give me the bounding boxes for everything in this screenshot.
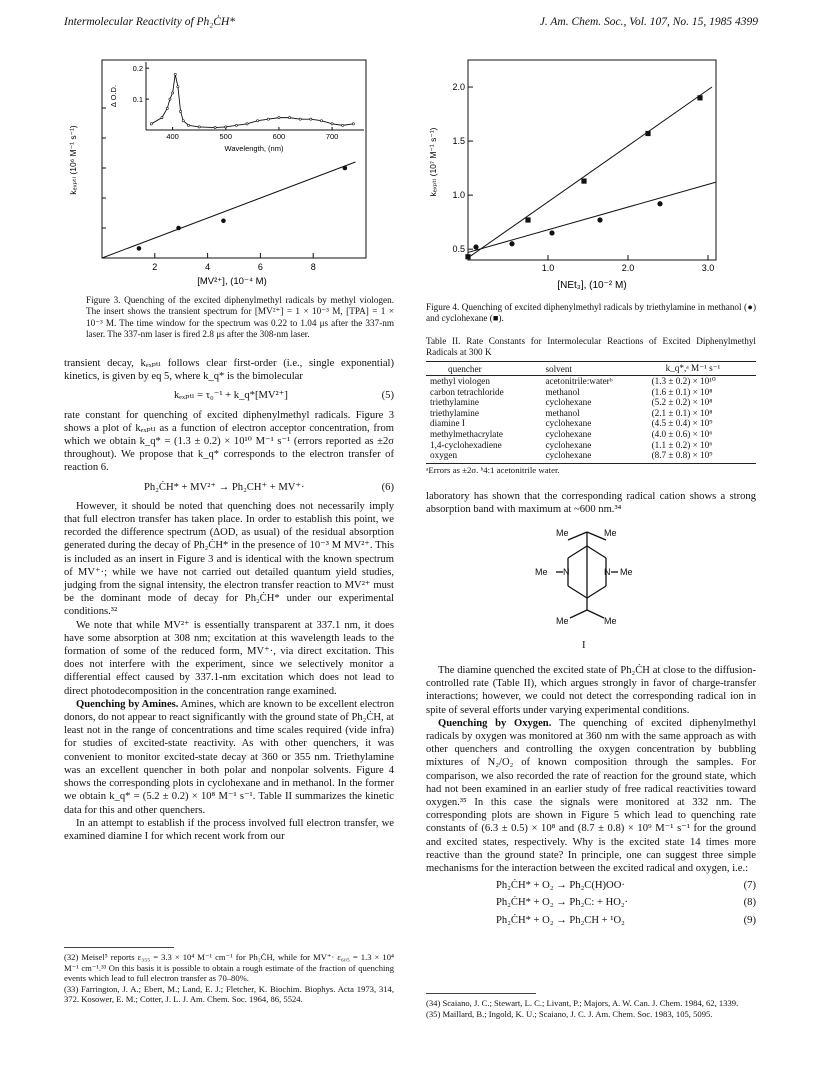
inset-data-point: [150, 123, 152, 125]
table-row: [426, 440, 756, 451]
y-tick-label: 2.0: [452, 82, 465, 93]
inset-data-point: [177, 86, 179, 88]
table-cell: (2.1 ± 0.1) × 10⁸: [651, 407, 713, 418]
inset-x-tick-label: 400: [166, 132, 179, 141]
column-header: k_q*,ᵃ M⁻¹ s⁻¹: [648, 362, 756, 376]
methyl-label: Me: [604, 616, 617, 626]
x-axis-label: [NEt₃], (10⁻² M): [557, 280, 627, 291]
column-header: solvent: [541, 362, 647, 376]
table-cell: methanol: [545, 407, 580, 418]
methyl-label: Me: [620, 567, 633, 577]
table-2-title: Table II. Rate Constants for Intermolecular Reactions of Excited Diphenylmethyl Radicals at 300 K: [426, 336, 756, 358]
fit-line: [468, 182, 716, 252]
nitrogen-label: N: [563, 567, 570, 577]
inset-data-point: [174, 73, 176, 75]
inset-data-point: [171, 92, 173, 94]
inset-data-point: [352, 123, 354, 125]
data-point-square: [645, 131, 650, 136]
inset-data-point: [320, 120, 322, 122]
data-point: [176, 226, 181, 231]
running-head-right: J. Am. Chem. Soc., Vol. 107, No. 15, 1985 4399: [539, 16, 758, 28]
inset-data-point: [288, 117, 290, 119]
diamine-I-structure: [522, 518, 652, 638]
table-row: [426, 418, 756, 429]
data-point-circle: [597, 217, 602, 222]
x-tick-label: 1.0: [541, 263, 555, 273]
fit-line: [102, 162, 355, 258]
x-tick-label: 6: [257, 262, 263, 272]
inset-y-tick-label: 0.1: [132, 95, 143, 105]
table-cell: cyclohexane: [545, 397, 592, 408]
figure-3-caption: Figure 3. Quenching of the excited diphenylmethyl radicals by methyl viologen. The insert shows the transient spectrum for [MV²⁺] = 1 × 10⁻³ M, [TPA] = 1 × 10⁻³ M. The time window for the spectrum was 0.22 to 1.04 μs after the 337-nm laser. The 337-nm laser is fired 2.8 μs after the 308-nm laser.: [86, 295, 394, 340]
inset-data-point: [299, 118, 301, 120]
data-point-circle: [657, 201, 662, 206]
methyl-label: Me: [604, 528, 617, 538]
inset-x-tick-label: 600: [272, 132, 286, 141]
inset-spectrum-line: [151, 74, 353, 127]
methyl-label: Me: [556, 616, 569, 626]
plot-frame: [468, 60, 716, 260]
table-cell: cyclohexane: [541, 450, 647, 463]
structure-label: I: [582, 640, 586, 651]
data-point-circle: [549, 230, 554, 235]
footnote-rule: [426, 993, 536, 994]
table-cell: cyclohexane: [545, 439, 592, 450]
footnote-34: (34) Scaiano, J. C.; Stewart, L. C.; Livant, P.; Majors, A. W. Can. J. Chem. 1984, 62, 1339.: [426, 998, 739, 1008]
x-tick-label: 2.0: [621, 263, 635, 273]
x-axis-label: [MV²⁺], (10⁻⁴ M): [197, 276, 267, 287]
figure-4-caption: Figure 4. Quenching of excited diphenylmethyl radicals by triethylamine in methanol (●) and cyclohexane (■).: [426, 302, 756, 324]
paragraph: Quenching by Amines. Amines, which are known to be excellent electron donors, do not appear to react significantly with the ground state of Ph₂ĊH, at least not in the range of concentrations and time scales required (vide infra) for studies of excited-state reactivity. As with other quenchers, it was convenient to monitor excited-state decay at 360 or 355 nm. Triethylamine was an excellent quencher in both polar and nonpolar solvents. Figure 4 shows the corresponding plots in cyclohexane and in methanol. In the former we obtain k_q* = (5.2 ± 0.2) × 10⁸ M⁻¹ s⁻¹. Table II summarizes the kinetic data for this and other quenchers.: [64, 698, 394, 816]
data-point-square: [697, 95, 702, 100]
table-cell: methyl viologen: [430, 376, 490, 386]
equation-7: Ph₂ĊH* + O₂ → Ph₂C(H)OO· (7): [496, 880, 756, 892]
y-axis-label: kₑₓₚₜₗ (10⁷ M⁻¹ s⁻¹): [428, 127, 438, 197]
table-cell: cyclohexane: [545, 428, 592, 439]
y-axis-label: kₑₓₚₜₗ (10⁶ M⁻¹ s⁻¹): [68, 125, 78, 195]
table-cell: (5.2 ± 0.2) × 10⁸: [651, 397, 713, 408]
equation-9: Ph₂ĊH* + O₂ → Ph₂CH + ¹O₂ (9): [496, 914, 756, 926]
table-row: [426, 408, 756, 419]
inset-data-point: [166, 107, 168, 109]
table-cell: (1.6 ± 0.1) × 10⁸: [651, 386, 713, 397]
inset-data-point: [198, 126, 200, 128]
table-2: [426, 361, 756, 475]
table-cell: diamine I: [430, 418, 465, 429]
inset-x-tick-label: 700: [325, 132, 339, 141]
paragraph: We note that while MV²⁺ is essentially transparent at 337.1 nm, it does have some absorption at 308 nm; excitation at this wavelength leads to the formation of some of the reduced form, MV⁺·, via direct excitation. This does not interfere with the experiment, since we selectively monitor a differential effect caused by 337.1-nm excitation which does not lead to direct photodecomposition in the concentration range examined.: [64, 619, 394, 697]
fit-line: [468, 87, 712, 258]
x-tick-label: 8: [310, 262, 316, 272]
table-cell: triethylamine: [430, 397, 479, 408]
inset-data-point: [182, 120, 184, 122]
table-cell: 1,4-cyclohexadiene: [430, 439, 502, 450]
table-row: [426, 397, 756, 408]
methyl-label: Me: [535, 567, 548, 577]
equation-8: Ph₂ĊH* + O₂ → Ph₂C: + HO₂· (8): [496, 897, 756, 909]
x-tick-label: 2: [152, 262, 158, 272]
inset-y-axis-label: Δ O.D.: [109, 84, 118, 108]
table-cell: oxygen: [426, 450, 541, 463]
inset-data-point: [342, 124, 344, 126]
table-row: [426, 376, 756, 387]
inset-data-point: [214, 126, 216, 128]
footnote-35: (35) Maillard, B.; Ingold, K. U.; Scaiano, J. C. J. Am. Chem. Soc. 1983, 105, 5095.: [426, 1008, 713, 1019]
table-row: [426, 429, 756, 440]
running-head-left: Intermolecular Reactivity of Ph₂ĊH*: [64, 16, 236, 28]
paragraph: Quenching by Oxygen. The quenching of excited diphenylmethyl radicals by oxygen was monitored at 360 nm with the same approach as with other quenchers and controlling the oxygen concentration by bubbling mixtures of N₂/O₂ of known composition through the samples. For comparison, we also recorded the rate of reaction for the ground state, which had not been examined in an earlier study of free radical reactivities toward oxygen.³⁵ In this case the signals were monitored at 332 nm. The corresponding plots are shown in Figure 5 which lead to quenching rate constants of (6.3 ± 0.5) × 10⁸ and (8.7 ± 0.8) × 10⁹ M⁻¹ s⁻¹ for the ground and excited states, respectively. Why is the excited state 14 times more reactive than the ground state? In principle, one can suggest three simple mechanisms for the interaction between the excited radical and oxygen, i.e.:: [426, 717, 757, 875]
paragraph: The diamine quenched the excited state of Ph₂ĊH at close to the diffusion-controlled rate (Table II), which argues strongly in favor of charge-transfer interactions; however, we could not detect the corresponding radical ion in spite of several efforts under varying experimental conditions.: [426, 665, 756, 716]
left-column-text: [64, 357, 394, 843]
x-tick-label: 4: [205, 262, 211, 272]
equation-6: Ph₂ĊH* + MV²⁺ → Ph₂CH⁺ + MV⁺· (6): [144, 481, 394, 493]
inset-y-tick-label: 0.2: [132, 64, 143, 74]
inset-data-point: [267, 118, 269, 120]
table-cell: carbon tetrachloride: [430, 386, 504, 397]
data-point-square: [525, 217, 530, 222]
right-column-text: [426, 664, 756, 927]
table-cell: (4.5 ± 0.4) × 10⁹: [651, 418, 713, 429]
footnote-rule: [64, 947, 174, 948]
footnotes-left: [64, 952, 394, 1005]
paragraph: However, it should be noted that quenching does not necessarily imply that full electron transfer has taken place. In order to establish this point, we recorded the difference spectrum (ΔOD, as usual) of the residual absorption generated during the decay of Ph₂ĊH* in the presence of 10⁻³ M MV²⁺. This is included as an insert in Figure 3 and is identical with the known spectrum of MV⁺·; while we have not carried out detailed quantum yield studies, judging from the signal intensity, the electron transfer reaction to MV²⁺ must be the dominant mode of decay for Ph₂ĊH* under our experimental conditions.³²: [64, 500, 394, 618]
y-tick-label: 1.5: [452, 136, 465, 147]
figure-4-plot: [416, 52, 756, 292]
data-point-square: [581, 178, 586, 183]
figure-3-plot: [64, 52, 384, 292]
inset-data-point: [278, 117, 280, 119]
right-column-text-top: [426, 490, 756, 516]
inset-data-point: [161, 117, 163, 119]
inset-data-point: [310, 118, 312, 120]
data-point-circle: [509, 241, 514, 246]
table-row: [426, 387, 756, 398]
inset-data-point: [331, 123, 333, 125]
inset-x-tick-label: 500: [219, 132, 233, 141]
table-cell: methylmethacrylate: [430, 428, 503, 439]
x-tick-label: 3.0: [701, 263, 715, 273]
inset-x-axis-label: Wavelength, (nm): [224, 144, 284, 153]
nitrogen-label: N: [604, 567, 611, 577]
table-cell: acetonitrile:waterᵇ: [545, 376, 613, 386]
inset-data-point: [169, 98, 171, 100]
inset-data-point: [246, 123, 248, 125]
footnote-32: (32) Meisel⁵ reports ε₃₅₅ = 3.3 × 10⁴ M⁻¹ cm⁻¹ for Ph₂ĊH, while for MV⁺· ε₆₀₅ = 1.3 × 10⁴ M⁻¹ cm⁻¹.³³ On this basis it is possible to obtain a rough estimate of the fraction of quenching events which lead to full electron transfer as 70–80%.: [64, 952, 394, 984]
paragraph: laboratory has shown that the corresponding radical cation shows a strong absorption band with maximum at ~600 nm.³⁴: [426, 491, 756, 516]
plot-frame: [102, 60, 366, 258]
table-cell: (4.0 ± 0.6) × 10⁶: [651, 428, 713, 439]
table-cell: (1.3 ± 0.2) × 10¹⁰: [651, 376, 716, 386]
inset-data-point: [225, 126, 227, 128]
footnotes-right: [426, 998, 756, 1019]
methyl-label: Me: [556, 528, 569, 538]
inset-data-point: [179, 110, 181, 112]
table-cell: cyclohexane: [545, 418, 592, 429]
data-point: [343, 166, 348, 171]
column-header: quencher: [426, 362, 541, 376]
y-tick-label: 0.5: [452, 244, 465, 255]
table-cell: (1.1 ± 0.2) × 10⁶: [651, 439, 713, 450]
paragraph: transient decay, kₑₓₚₜₗ follows clear first-order (i.e., single exponential) kinetics, is given by eq 5, where k_q* is the bimolecular: [64, 358, 394, 383]
data-point: [221, 219, 226, 224]
table-cell: methanol: [545, 386, 580, 397]
inset-data-point: [257, 120, 259, 122]
paragraph: rate constant for quenching of excited diphenylmethyl radicals. Figure 3 shows a plot of kₑₓₚₜₗ as a function of electron acceptor concentration, from which we obtain k_q* = (1.3 ± 0.2) × 10¹⁰ M⁻¹ s⁻¹ (errors reported as ±2σ throughout). We propose that k_q* corresponds to the electron transfer of reaction 6.: [64, 409, 394, 474]
table-cell: triethylamine: [430, 407, 479, 418]
data-point-square: [465, 254, 470, 259]
inset-data-point: [235, 124, 237, 126]
equation-5: kₑₓₚₜₗ = τ₀⁻¹ + k_q*[MV²⁺] (5): [174, 390, 394, 402]
paragraph: In an attempt to establish if the process involved full electron transfer, we examined diamine I for which recent work from our: [64, 817, 394, 842]
table-cell: (8.7 ± 0.8) × 10⁹: [648, 450, 756, 463]
y-tick-label: 1.0: [452, 190, 465, 201]
footnote-33: (33) Farrington, J. A.; Ebert, M.; Land, E. J.; Fletcher, K. Biochim. Biophys. Acta 1973, 314, 372. Kosower, E. M.; Cotter, J. L. J. Am. Chem. Soc. 1964, 86, 5524.: [64, 983, 394, 1005]
data-point-circle: [473, 244, 478, 249]
table-2-footnote: ᵃErrors as ±2σ. ᵇ4:1 acetonitrile water.: [426, 464, 560, 475]
inset-data-point: [187, 124, 189, 126]
table-row: [426, 450, 756, 463]
data-point: [137, 246, 142, 251]
